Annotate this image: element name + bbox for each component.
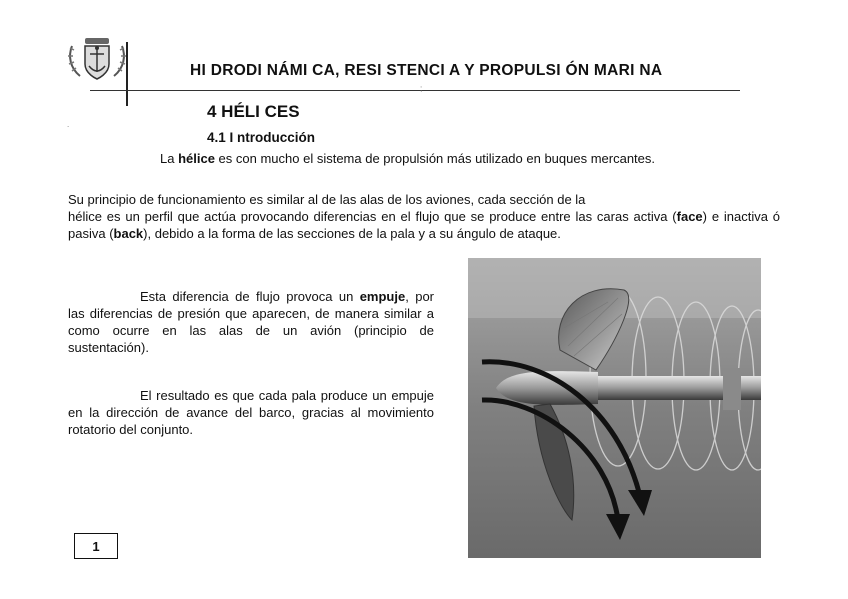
- paragraph-result: El resultado es que cada pala produce un empuje en la dirección de avance del barco, gracias al movimiento rotatorio del conjunto.: [68, 388, 434, 437]
- p3-bold-empuje: empuje: [359, 289, 406, 304]
- propeller-photo: [468, 258, 761, 558]
- p1-pre: La: [160, 151, 179, 166]
- paragraph-thrust: [68, 288, 434, 356]
- subsection-heading: 4.1 I ntroducción: [207, 130, 316, 145]
- paragraph-principle: [68, 191, 780, 242]
- p3-post: , por las diferencias de presión que aparecen, de manera similar a como ocurre en las alas de un avión (principio de sustentación).: [68, 289, 435, 355]
- p2-text-1: hélice es un perfil que actúa provocando diferencias en el flujo que se produce entre las caras activa (: [68, 209, 677, 224]
- p2-text-3: ), debido a la forma de las secciones de la pala y a su ángulo de ataque.: [143, 226, 561, 241]
- p3-pre: Esta diferencia de flujo provoca un: [140, 289, 360, 304]
- p1-post: es con mucho el sistema de propulsión más utilizado en buques mercantes.: [214, 151, 656, 166]
- p2-bold-back: back: [113, 226, 144, 241]
- paragraph-intro: [160, 150, 655, 167]
- p2-first-line: Su principio de funcionamiento es similar al de las alas de los aviones, cada sección de la: [68, 192, 586, 207]
- p2-text-2: ) e inactiva ó pasiva (: [68, 209, 781, 241]
- stray-mark: .: [67, 120, 70, 129]
- page-number: 1: [74, 533, 118, 559]
- p2-bold-face: face: [676, 209, 703, 224]
- section-heading: 4 HÉLI CES: [207, 102, 300, 121]
- header-tick-mark: ;: [420, 84, 423, 93]
- p1-bold-helice: hélice: [178, 151, 215, 166]
- header-horizontal-rule: [90, 90, 740, 91]
- school-crest-logo: [66, 32, 128, 84]
- document-header-title: HI DRODI NÁMI CA, RESI STENCI A Y PROPULSI ÓN MARI NA: [190, 62, 663, 79]
- header-vertical-rule: [126, 42, 128, 106]
